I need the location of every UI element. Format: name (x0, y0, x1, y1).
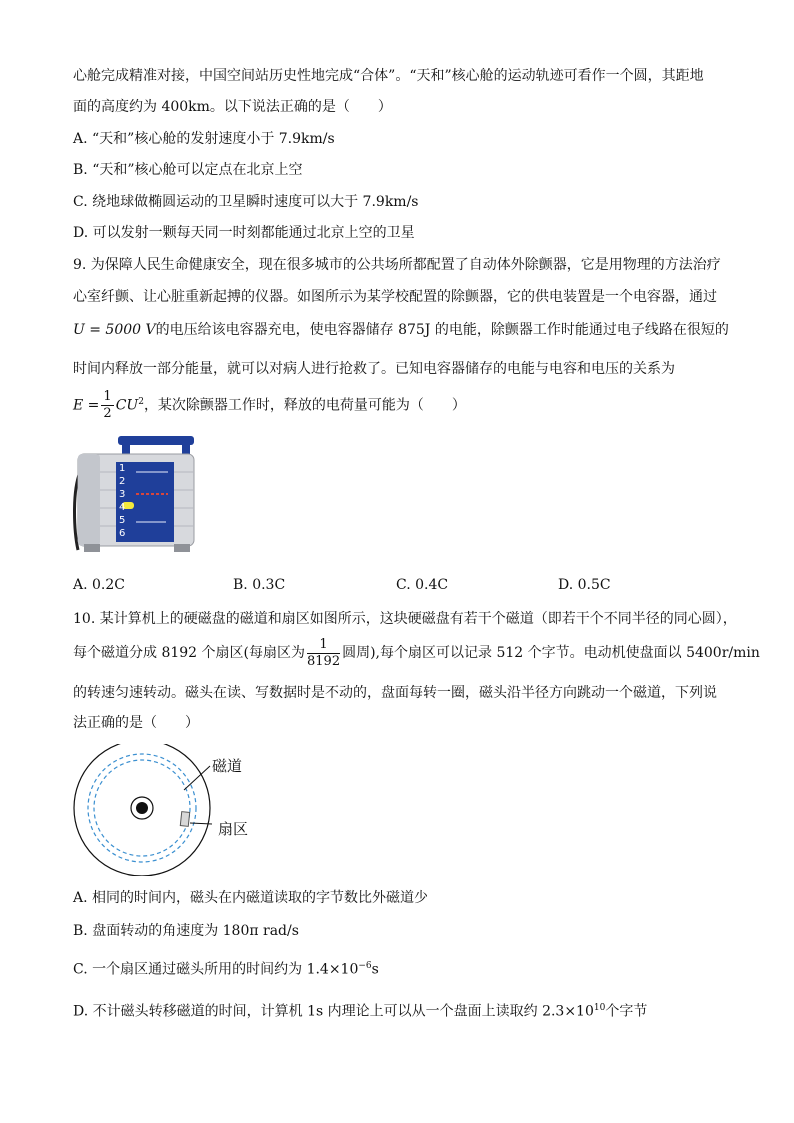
q8-stem-line1: 心舱完成精准对接，中国空间站历史性地完成“合体”。“天和”核心舱的运动轨迹可看作一个圆，其距地 (73, 68, 704, 84)
q10-option-c: C. 一个扇区通过磁头所用的时间约为 $1.4\times 10^{-6}s$ (73, 961, 379, 978)
defibrillator-step-numbers: 1 2 3 4 5 6 (119, 463, 126, 539)
q10-option-d-exponent: 10 (593, 1003, 606, 1013)
q9-energy-exponent: 2 (138, 397, 144, 407)
q10-option-c-exponent: −6 (358, 961, 372, 971)
q8-option-b: B. “天和”核心舱可以定点在北京上空 (73, 162, 303, 178)
q9-option-b: B. 0.3C (233, 577, 286, 593)
q8-option-c: C. 绕地球做椭圆运动的卫星瞬时速度可以大于 7.9km/s (73, 194, 419, 210)
q10-sector-fraction: $\frac{1}{8192}$ (307, 636, 341, 669)
label-sector: 扇区 (218, 820, 249, 838)
q8-option-d: D. 可以发射一颗每天同一时刻都能通过北京上空的卫星 (73, 225, 415, 241)
hard-disk-figure (72, 744, 272, 876)
q9-stem-line5 (73, 385, 466, 423)
q9-option-c: C. 0.4C (396, 577, 449, 593)
q9-stem-line2: 心室纤颤、让心脏重新起搏的仪器。如图所示为某学校配置的除颤器，它的供电装置是一个电容器，通过 (73, 289, 717, 305)
q9-energy-fraction: $\frac{1}{2}$ (103, 389, 112, 422)
q10-option-d: D. 不计磁头转移磁道的时间，计算机 1s 内理论上可以从一个盘面上读取约 $2.3\times 10^{10}$个字节 (73, 1003, 648, 1020)
q9-stem-line1: 9. 为保障人民生命健康安全，现在很多城市的公共场所都配置了自动体外除颤器，它是用物理的方法治疗 (73, 257, 721, 273)
label-track: 磁道 (212, 757, 243, 775)
q9-stem-line4: 时间内释放一部分能量，就可以对病人进行抢救了。已知电容器储存的电能与电容和电压的关系为 (73, 361, 675, 377)
q10-stem-line4: 法正确的是（ ） (73, 715, 199, 731)
q10-option-b: B. 盘面转动的角速度为 180π rad/s (73, 923, 299, 939)
q9-energy-eq-right: CU (115, 397, 139, 414)
q9-energy-eq-left: E = (73, 397, 100, 414)
q9-option-a: A. 0.2C (73, 577, 125, 593)
q10-option-a: A. 相同的时间内，磁头在内磁道读取的字节数比外磁道少 (73, 890, 429, 906)
q10-stem-line2: 每个磁道分成 8192 个扇区(每扇区为 $\frac{1}{8192}$ 圆周),每个扇区可以记录 512 个字节。电动机使盘面以 5400r/min (73, 636, 760, 669)
defibrillator-figure (70, 432, 200, 562)
defibrillator-illustration (70, 432, 200, 562)
q9-option-d: D. 0.5C (558, 577, 611, 593)
q10-stem-line1: 10. 某计算机上的硬磁盘的磁道和扇区如图所示，这块硬磁盘有若干个磁道（即若干个不同半径的同心圆）， (73, 611, 737, 627)
q9-stem-line5-text: ，某次除颤器工作时，释放的电荷量可能为（ ） (143, 397, 466, 414)
q8-option-a: A. “天和”核心舱的发射速度小于 7.9km/s (73, 131, 335, 147)
q9-options (73, 577, 713, 597)
q9-voltage-equation: U = 5000 V (73, 322, 156, 338)
q9-stem-line3-text: 的电压给该电容器充电，使电容器储存 875J 的电能，除颤器工作时能通过电子线路在很短的 (155, 322, 729, 338)
q8-stem-line2: 面的高度约为 400km。以下说法正确的是（ ） (73, 99, 392, 115)
q10-stem-line3: 的转速匀速转动。磁头在读、写数据时是不动的，盘面每转一圈，磁头沿半径方向跳动一个磁道，下列说 (73, 685, 717, 701)
q9-stem-line3 (73, 320, 729, 340)
